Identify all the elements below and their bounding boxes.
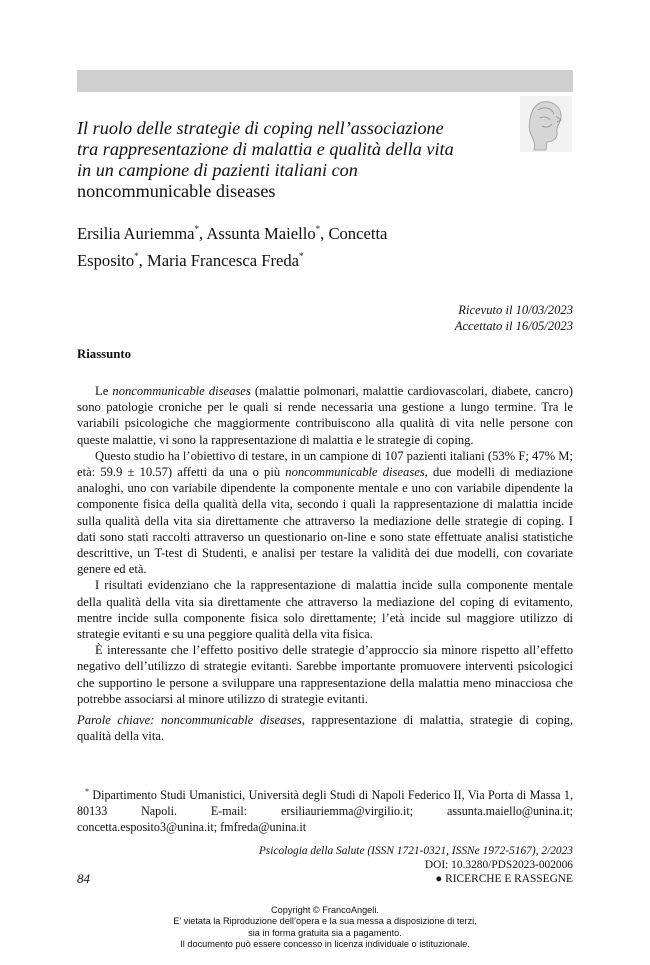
title-line-3: in un campione di pazienti italiani con (77, 160, 358, 180)
header-bar (77, 70, 573, 92)
title-line-2: tra rappresentazione di malattia e qualità della vita (77, 139, 454, 159)
affiliation-mark: * (194, 224, 200, 234)
journal-logo-icon (520, 96, 572, 152)
page-number: 84 (77, 871, 90, 886)
affiliation-mark: * (315, 224, 321, 234)
article-title (77, 118, 477, 202)
accepted-date: Accettato il 16/05/2023 (454, 319, 573, 333)
abstract-heading: Riassunto (77, 347, 132, 361)
submission-dates (455, 302, 573, 334)
copyright-line: Copyright © FrancoAngeli. (271, 905, 379, 915)
journal-info (259, 845, 573, 872)
copyright-line: E’ vietata la Riproduzione dell’opera e la sua messa a disposizione di terzi, (173, 916, 477, 927)
title-line-1: Il ruolo delle strategie di coping nell’associazione (77, 118, 444, 138)
text-run: (malattie polmonari, malattie cardiovascolari, diabete, cancro) sono patologie croniche per le quali si rende necessaria una gestione a lungo termine. Tra le variabili psicologiche che maggiormente contribuiscono alla qualità di vita nelle persone con queste malattie, vi sono la rappresentazione di malattia e le strategie di coping. (77, 384, 573, 447)
section-label: ● RICERCHE E RASSEGNE (435, 873, 573, 885)
affiliation-mark: * (299, 251, 304, 261)
title-line-4: noncommunicable diseases (77, 181, 276, 201)
abstract-paragraph (77, 383, 573, 448)
text-run: Le (95, 384, 113, 398)
text-run: , due modelli di mediazione analoghi, uno con variabile dipendente la componente mentale e uno con variabile dipendente la componente fisica della qualità della vita, secondo i quali la rappresentazione di malattia incide sulla qualità della vita sia direttamente che attraverso la mediazione delle strategie di coping. I dati sono stati raccolti attraverso un questionario on-line e sono state effettuate analisi statistiche descrittive, un T-test di Studenti, e analisi per testare la validità dei due modelli, con covariate genere ed età. (77, 465, 573, 577)
text-run: Questo studio ha l’obiettivo di testare, in un campione di 107 pazienti italiani (53% F; 47% M; età: 59.9 ± 10.57) affetti da una o più (77, 448, 573, 480)
keywords-list: , rappresentazione di malattia, strategie di coping, qualità della vita. (77, 713, 574, 744)
copyright-line: Il documento può essere concesso in licenza individuale o istituzionale. (180, 939, 470, 950)
journal-citation: Psicologia della Salute (ISSN 1721-0321, ISSNe 1972-5167), 2/2023 (258, 845, 573, 857)
author-name: , Assunta Maiello (199, 224, 316, 243)
keywords-label: Parole chiave: noncommunicable diseases (77, 713, 302, 727)
copyright-line: sia in forma gratuita sia a pagamento. (248, 927, 402, 938)
copyright-notice (0, 905, 650, 951)
footnote-text (77, 784, 573, 835)
author-name: , Concetta (320, 224, 388, 243)
abstract-paragraph: È interessante che l’effetto positivo delle strategie d’approccio sia minore rispetto all’effetto negativo dell’utilizzo di strategie evitanti. Sarebbe importante promuovere interventi psicologici che supportino le persone a sviluppare una rappresentazione della malattia meno minacciosa che potrebbe associarsi al minore utilizzo di strategie evitanti. (77, 643, 573, 706)
footnote-mark: * (85, 787, 89, 796)
affiliation-mark: * (134, 251, 139, 261)
author-name: Esposito (77, 251, 135, 270)
abstract-paragraph: I risultati evidenziano che la rappresentazione di malattia incide sulla componente mentale della qualità della vita sia direttamente che attraverso la mediazione del coping di evitamento, mentre incide sulla componente fisica solo direttamente; l’età incide sul maggiore utilizzo di strategie evitanti e su una peggiore qualità della vita fisica. (77, 578, 573, 642)
text-run-italic: noncommunicable diseases (285, 465, 425, 480)
abstract-paragraph (77, 448, 573, 578)
doi: DOI: 10.3280/PDS2023-002006 (424, 858, 573, 871)
author-name: Ersilia Auriemma (77, 224, 195, 243)
text-run-italic: noncommunicable diseases (112, 384, 251, 398)
abstract-body (77, 383, 573, 707)
author-list (77, 218, 477, 272)
keywords (77, 712, 573, 744)
received-date: Ricevuto il 10/03/2023 (458, 303, 573, 317)
author-name: , Maria Francesca Freda (138, 251, 300, 270)
footnote-body: Dipartimento Studi Umanistici, Università degli Studi di Napoli Federico II, Via Porta di Massa 1, 80133 Napoli. E-mail: ersiliauriemma@virgilio.it; assunta.maiello@unina.it; concetta.esposito3@unina.it; fmfreda@unina.it (77, 788, 573, 834)
affiliation-footnote (77, 784, 573, 835)
